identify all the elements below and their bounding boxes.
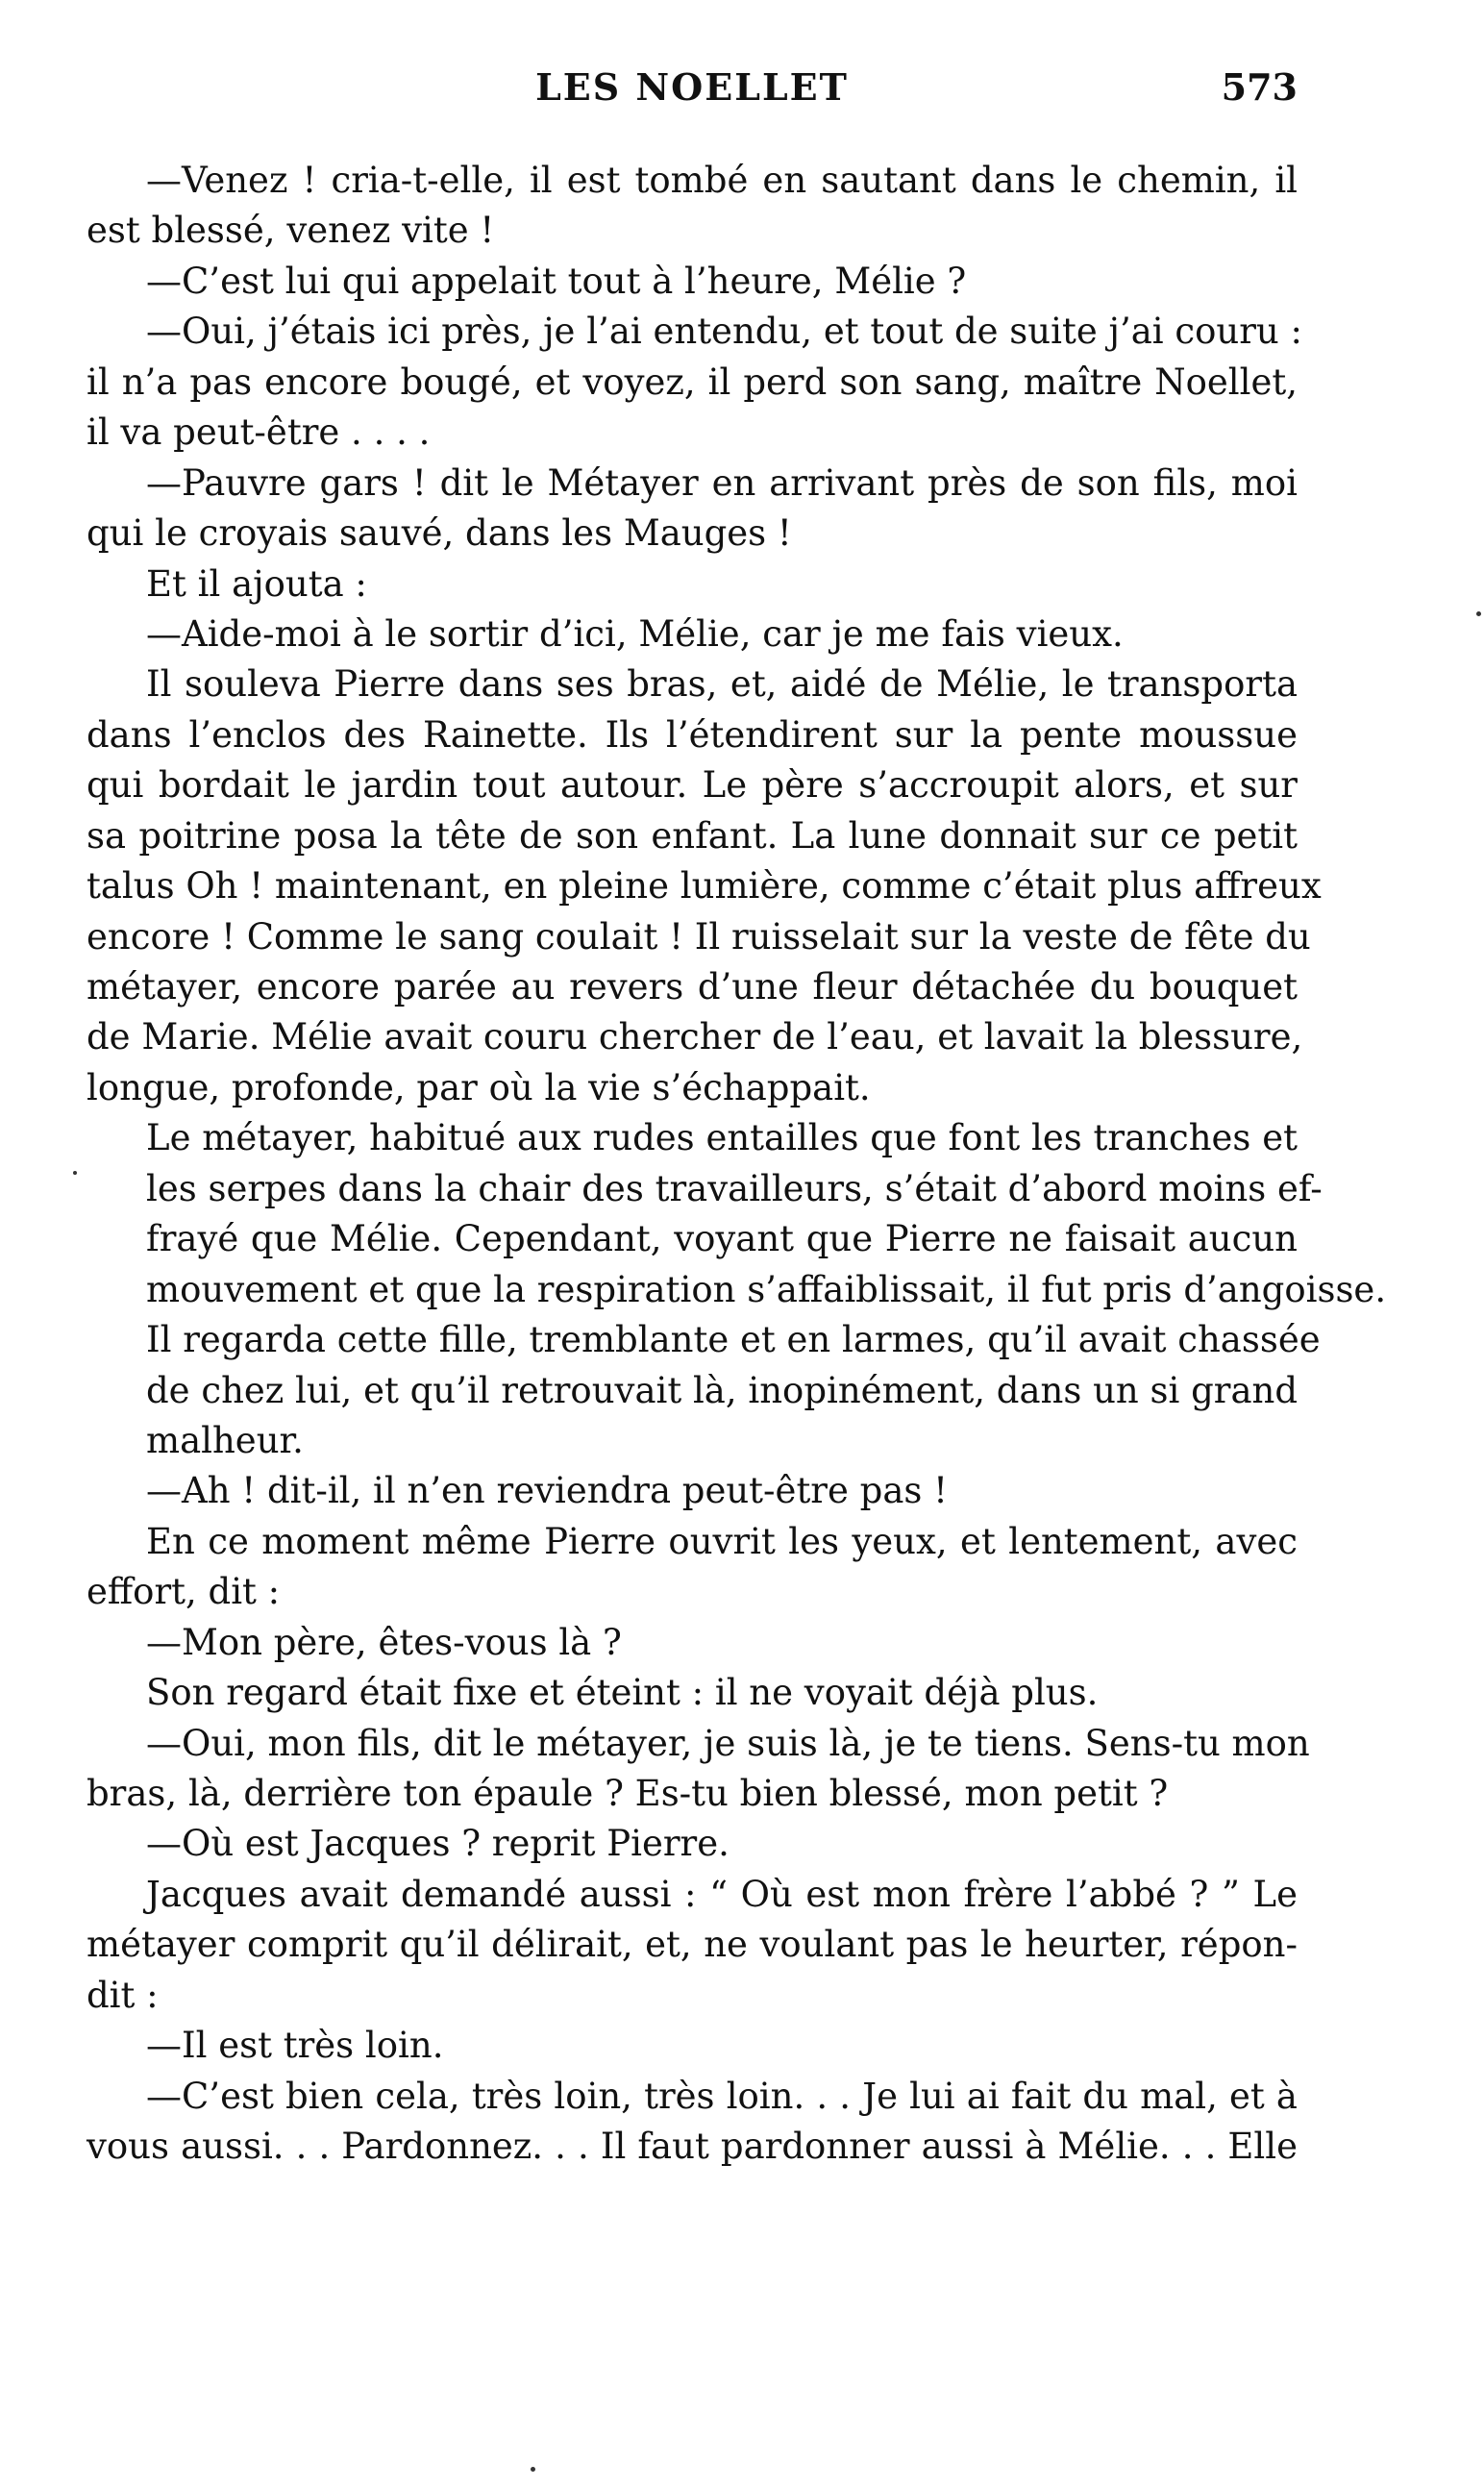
- text-line: —Où est Jacques ? reprit Pierre.: [146, 1823, 730, 1865]
- text-line: Il regarda cette fille, tremblante et en larmes, qu’il avait chassée: [146, 1319, 1321, 1361]
- text-line: Le métayer, habitué aux rudes entailles que font les tranches et: [146, 1117, 1298, 1159]
- text-line: Et il ajouta :: [146, 562, 367, 605]
- running-header: [87, 65, 1298, 123]
- text-line: —Venez ! cria-t-elle, il est tombé en sautant dans le chemin, il: [146, 160, 1298, 201]
- text-line: qui le croyais sauvé, dans les Mauges !: [87, 512, 792, 555]
- text-line: est blessé, venez vite !: [87, 210, 495, 252]
- page-number: 573: [1221, 65, 1298, 109]
- text-line: frayé que Mélie. Cependant, voyant que Pierre ne faisait aucun: [146, 1218, 1298, 1260]
- text-line: de Marie. Mélie avait couru chercher de l’eau, et lavait la blessure,: [87, 1016, 1303, 1058]
- print-speck: [531, 2467, 535, 2472]
- text-line: effort, dit :: [87, 1571, 281, 1613]
- text-line: dit :: [87, 1974, 159, 2016]
- text-line: de chez lui, et qu’il retrouvait là, inopinément, dans un si grand: [146, 1369, 1298, 1411]
- text-line: —Oui, mon fils, dit le métayer, je suis là, je te tiens. Sens-tu mon: [146, 1722, 1310, 1764]
- text-line: qui bordait le jardin tout autour. Le père s’accroupit alors, et sur: [87, 764, 1298, 807]
- text-line: vous aussi. . . Pardonnez. . . Il faut pardonner aussi à Mélie. . . Elle: [87, 2126, 1298, 2168]
- text-line: sa poitrine posa la tête de son enfant. La lune donnait sur ce petit: [87, 814, 1298, 857]
- text-line: —Pauvre gars ! dit le Métayer en arrivant près de son fils, moi: [146, 461, 1298, 504]
- text-line: —Ah ! dit-il, il n’en reviendra peut-être pas !: [146, 1470, 949, 1512]
- text-line: dans l’enclos des Rainette. Ils l’étendirent sur la pente moussue: [87, 713, 1298, 756]
- print-speck: [73, 1171, 77, 1175]
- text-line: Il souleva Pierre dans ses bras, et, aidé de Mélie, le transporta: [146, 663, 1298, 706]
- text-line: Jacques avait demandé aussi : “ Où est mon frère l’abbé ? ” Le: [146, 1873, 1298, 1915]
- text-line: il n’a pas encore bougé, et voyez, il perd son sang, maître Noellet,: [87, 361, 1298, 403]
- text-line: En ce moment même Pierre ouvrit les yeux, et lentement, avec: [146, 1520, 1298, 1562]
- text-line: —C’est bien cela, très loin, très loin. . . Je lui ai fait du mal, et à: [146, 2075, 1298, 2117]
- text-line: il va peut-être . . . .: [87, 411, 431, 454]
- text-line: encore ! Comme le sang coulait ! Il ruisselait sur la veste de fête du: [87, 915, 1311, 958]
- text-line: les serpes dans la chair des travailleurs, s’était d’abord moins ef-: [146, 1167, 1323, 1209]
- print-speck: [1476, 611, 1481, 616]
- body-text: [87, 156, 1387, 2173]
- text-line: —Oui, j’étais ici près, je l’ai entendu, et tout de suite j’ai couru :: [146, 311, 1302, 353]
- text-line: —Aide-moi à le sortir d’ici, Mélie, car je me fais vieux.: [146, 612, 1124, 655]
- text-line: bras, là, derrière ton épaule ? Es-tu bien blessé, mon petit ?: [87, 1773, 1169, 1814]
- text-line: mouvement et que la respiration s’affaiblissait, il fut pris d’angoisse.: [146, 1268, 1387, 1310]
- text-line: métayer, encore parée au revers d’une fleur détachée du bouquet: [87, 966, 1298, 1008]
- text-line: longue, profonde, par où la vie s’échappait.: [87, 1066, 871, 1108]
- text-line: —C’est lui qui appelait tout à l’heure, Mélie ?: [146, 260, 967, 302]
- text-line: Son regard était fixe et éteint : il ne voyait déjà plus.: [146, 1672, 1099, 1714]
- text-line: malheur.: [146, 1419, 304, 1461]
- text-line: métayer comprit qu’il délirait, et, ne voulant pas le heurter, répon-: [87, 1924, 1298, 1966]
- text-line: talus Oh ! maintenant, en pleine lumière, comme c’était plus affreux: [87, 865, 1322, 908]
- text-line: —Il est très loin.: [146, 2025, 444, 2067]
- text-line: —Mon père, êtes-vous là ?: [146, 1621, 622, 1663]
- running-title: LES NOELLET: [535, 65, 849, 109]
